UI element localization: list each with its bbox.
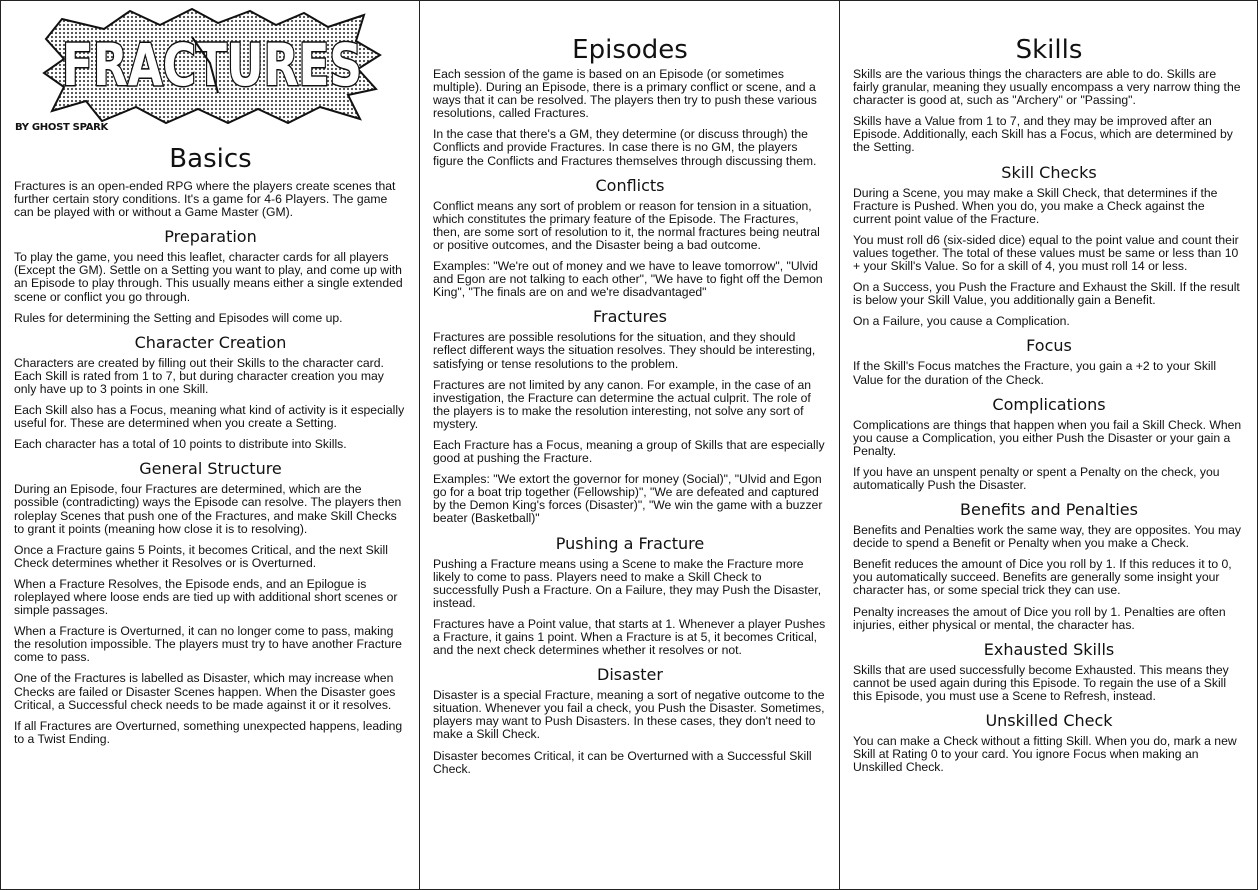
fractures-p3: Each Fracture has a Focus, meaning a group of Skills that are especially good at pushing the Fracture. [433,437,825,466]
heading-exhausted-skills: Exhausted Skills [983,639,1115,659]
fractures-p1: Fractures are possible resolutions for the situation, and they should reflect different ways the situation resolves. They should be interesting, satisfying or tense resolutions to the problem. [433,330,816,371]
conflicts-p1: Conflict means any sort of problem or reason for tension in a situation, which constitutes the primary feature of the Episode. The Fractures, then, are some sort of resolution to it, the normal fractures being neutral or positive outcomes, and the Disaster being a bad outcome. [433,198,820,252]
exhausted-p1: Skills that are used successfully become Exhausted. This means they cannot be used again during this Episode. To regain the use of a Skill this Episode, you must use a Scene to Refresh, instead. [853,662,1229,703]
disaster-p1: Disaster is a special Fracture, meaning a sort of negative outcome to the situation. Whenever you fail a check, you Push the Disaster. Sometimes, players may want to Push Disasters. In these cases, they don't need to make a Skill Check. [433,688,825,742]
heading-fractures: Fractures [592,307,668,327]
heading-conflicts: Conflicts [595,175,665,195]
character-creation-p2: Each Skill also has a Focus, meaning what kind of activity is it especially useful for. These are determined when you create a Setting. [14,403,405,431]
heading-pushing-a-fracture: Pushing a Fracture [555,533,705,553]
benefits-p1: Benefits and Penalties work the same way, they are opposites. You may decide to spend a Benefit or Penalty when you make a Check. [853,523,1241,551]
general-structure-p2: Once a Fracture gains 5 Points, it becomes Critical, and the next Skill Check determines whether it Resolves or is Overturned. [14,542,388,570]
heading-focus: Focus [1026,336,1072,356]
skill-checks-p3: On a Success, you Push the Fracture and Exhaust the Skill. If the result is below your Skill Value, you additionally gain a Benefit. [853,280,1240,308]
general-structure-p5: One of the Fractures is labelled as Disaster, which may increase when Checks are failed or Disaster Scenes happen. When the Disaster goes Critical, a Successful check needs to be made against it or it resolves. [14,671,396,712]
heading-preparation: Preparation [164,227,257,247]
benefits-p3: Penalty increases the amout of Dice you roll by 1. Penalties are often injuries, either physical or mental, the character has. [853,604,1226,632]
focus-p1: If the Skill's Focus matches the Fracture, you gain a +2 to your Skill Value for the duration of the Check. [853,359,1217,387]
heading-benefits-and-penalties: Benefits and Penalties [960,500,1138,520]
pushing-p2: Fractures have a Point value, that starts at 1. Whenever a player Pushes a Fracture, it gains 1 point. When a Fracture is at 5, it becomes Critical, and the next check determines whether it resolves or not. [433,616,826,658]
heading-character-creation: Character Creation [134,332,287,352]
heading-basics: Basics [169,144,252,174]
fractures-p2: Fractures are not limited by any canon. For example, in the case of an investigation, the Fracture can determine the actual culprit. The role of the players is to make the resolution interesting, not solve any sort of mystery. [433,377,812,431]
column-episodes [420,1,840,889]
episodes-p1: Each session of the game is based on an Episode (or sometimes multiple). During an Episode, there is a primary conflict or scene, and a ways that it can be resolved. The players then try to push these various resolutions, called Fractures. [433,67,817,121]
heading-complications: Complications [992,394,1106,414]
unskilled-p1: You can make a Check without a fitting Skill. When you do, mark a new Skill at Rating 0 to your card. You ignore Focus when making an Unskilled Check. [853,734,1237,775]
heading-unskilled-check: Unskilled Check [985,711,1113,730]
skills-p2: Skills have a Value from 1 to 7, and they may be improved after an Episode. Additionally, each Skill has a Focus, which are determined by the Setting. [853,114,1233,155]
complications-p2: If you have an unspent penalty or spent a Penalty on the check, you automatically Push the Disaster. [853,464,1220,492]
heading-skill-checks: Skill Checks [1001,162,1097,182]
general-structure-p4: When a Fracture is Overturned, it can no longer come to pass, making the resolution impossible. The players must try to have another Fracture come to pass. [14,624,402,665]
preparation-p1: To play the game, you need this leaflet, character cards for all players (Except the GM). Settle on a Setting you want to play, and come up with an Episode to play through. This usually means either a single extended scene or conflict you go through. [14,250,403,304]
skill-checks-p1: During a Scene, you may make a Skill Check, that determines if the Fracture is Pushed. When you do, you make a Check against the current point value of the Fracture. [853,185,1218,226]
conflicts-p2: Examples: "We're out of money and we have to leave tomorrow", "Ulvid and Egon are not talking to each other", "We have to fight off the Demon King", "The finals are on and we're disadvantaged" [433,259,823,300]
column-skills [840,1,1257,889]
heading-skills: Skills [1015,35,1083,65]
disaster-p2: Disaster becomes Critical, it can be Overturned with a Successful Skill Check. [433,748,812,776]
benefits-p2: Benefit reduces the amount of Dice you roll by 1. If this reduces it to 0, you automatically succeed. Benefits are generally some insight your character has, or some special trick they can use. [853,557,1232,598]
general-structure-p3: When a Fracture Resolves, the Episode ends, and an Epilogue is roleplayed where loose ends are tied up with additional short scenes or simple passages. [14,576,398,618]
fractures-logo-burst [42,7,382,125]
preparation-p2: Rules for determining the Setting and Episodes will come up. [14,310,343,325]
skill-checks-p4: On a Failure, you cause a Complication. [853,314,1070,329]
character-creation-p3: Each character has a total of 10 points to distribute into Skills. [14,437,347,452]
complications-p1: Complications are things that happen when you fail a Skill Check. When you cause a Complication, you either Push the Disaster or your gain a Penalty. [853,417,1242,458]
fractures-p4: Examples: "We extort the governor for money (Social)", "Ulvid and Egon go for a boat trip together (Fellowship)", "We are defeated and captured by the Demon King's forces (Disaster)", "We win the game with a buzzer beater (Basketball)" [433,472,823,526]
heading-general-structure: General Structure [139,459,282,479]
column-basics [1,1,420,889]
heading-episodes: Episodes [572,35,688,65]
basics-intro: Fractures is an open-ended RPG where the players create scenes that further certain story conditions. It's a game for 4-6 Players. The game can be played with or without a Game Master (GM). [14,179,396,220]
pushing-p1: Pushing a Fracture means using a Scene to make the Fracture more likely to come to pass. Players need to make a Skill Check to successfully Push a Fracture. On a Failure, they may Push the Disaster, instead. [433,556,822,610]
general-structure-p6: If all Fractures are Overturned, something unexpected happens, leading to a Twist Ending. [14,718,403,746]
skills-p1: Skills are the various things the characters are able to do. Skills are fairly granular, meaning they usually encompass a very narrow thing the character is good at, such as "Archery" or "Passing". [853,67,1241,108]
logo [14,1,407,138]
byline: BY GHOST SPARK [15,122,108,133]
skill-checks-p2: You must roll d6 (six-sided dice) equal to the point value and count their values together. The total of these values must be same or less than 10 + your Skill's Value. So for a skill of 4, you must roll 14 or less. [853,232,1239,274]
general-structure-p1: During an Episode, four Fractures are determined, which are the possible (contradicting) ways the Episode can resolve. The players then roleplay Scenes that push one of the Fractures, and make Skill Checks to grant it points (meaning how close it is to resolving). [14,482,402,536]
heading-disaster: Disaster [597,665,663,685]
logo-title: FRACTURES [62,31,362,99]
episodes-p2: In the case that there's a GM, they determine (or discuss through) the Conflicts and provide Fractures. In case there is no GM, the players figure the Conflicts and Fractures themselves through discussing them. [433,127,817,168]
character-creation-p1: Characters are created by filling out their Skills to the character card. Each Skill is rated from 1 to 7, but during character creation you may only have up to 3 points in one Skill. [14,355,384,396]
